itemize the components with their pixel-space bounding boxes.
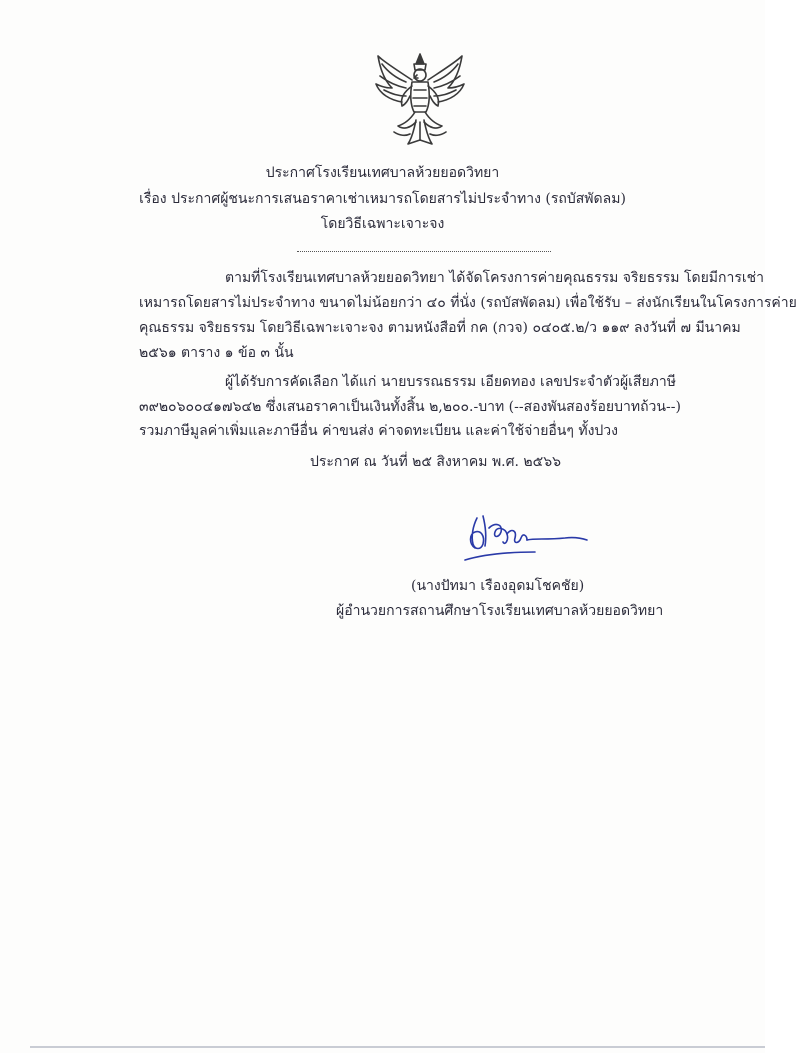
paragraph-2-line-3: รวมภาษีมูลค่าเพิ่มและภาษีอื่น ค่าขนส่ง ค่าจดทะเบียน และค่าใช้จ่ายอื่นๆ ทั้งปวง [139, 423, 618, 439]
paragraph-2-line-1: ผู้ได้รับการคัดเลือก ได้แก่ นายบรรณธรรม เอียดทอง เลขประจำตัวผู้เสียภาษี [225, 374, 676, 390]
procurement-method: โดยวิธีเฉพาะเจาะจง [320, 216, 445, 232]
paragraph-1-line-4: ๒๕๖๑ ตาราง ๑ ข้อ ๓ นั้น [139, 345, 294, 361]
signatory-name: (นางปัทมา เรืองอุดมโชคชัย) [411, 578, 585, 594]
paragraph-2-line-2: ๓๙๒๐๖๐๐๔๑๗๖๔๒ ซึ่งเสนอราคาเป็นเงินทั้งสิ้น ๒,๒๐๐.-บาท (--สองพันสองร้อยบาทถ้วน--) [139, 399, 681, 415]
announcement-subject: เรื่อง ประกาศผู้ชนะการเสนอราคาเช่าเหมารถโดยสารไม่ประจำทาง (รถบัสพัดลม) [139, 191, 626, 207]
signatory-position: ผู้อำนวยการสถานศึกษาโรงเรียนเทศบาลห้วยยอดวิทยา [336, 603, 664, 619]
announcement-date: ประกาศ ณ วันที่ ๒๕ สิงหาคม พ.ศ. ๒๕๖๖ [310, 454, 562, 470]
handwritten-signature [455, 510, 595, 575]
announcement-title: ประกาศโรงเรียนเทศบาลห้วยยอดวิทยา [265, 165, 500, 181]
scan-edge [30, 1046, 765, 1048]
paragraph-1-line-1: ตามที่โรงเรียนเทศบาลห้วยยอดวิทยา ได้จัดโครงการค่ายคุณธรรม จริยธรรม โดยมีการเช่า [225, 270, 764, 286]
paragraph-1-line-2: เหมารถโดยสารไม่ประจำทาง ขนาดไม่น้อยกว่า ๔๐ ที่นั่ง (รถบัสพัดลม) เพื่อใช้รับ – ส่งนักเรียนในโครงการค่าย [139, 295, 797, 311]
paragraph-1-line-3: คุณธรรม จริยธรรม โดยวิธีเฉพาะเจาะจง ตามหนังสือที่ กค (กวจ) ๐๔๐๕.๒/ว ๑๑๙ ลงวันที่ ๗ มีนาคม [139, 320, 741, 336]
garuda-emblem-icon [370, 50, 470, 150]
dotted-divider [297, 251, 551, 252]
